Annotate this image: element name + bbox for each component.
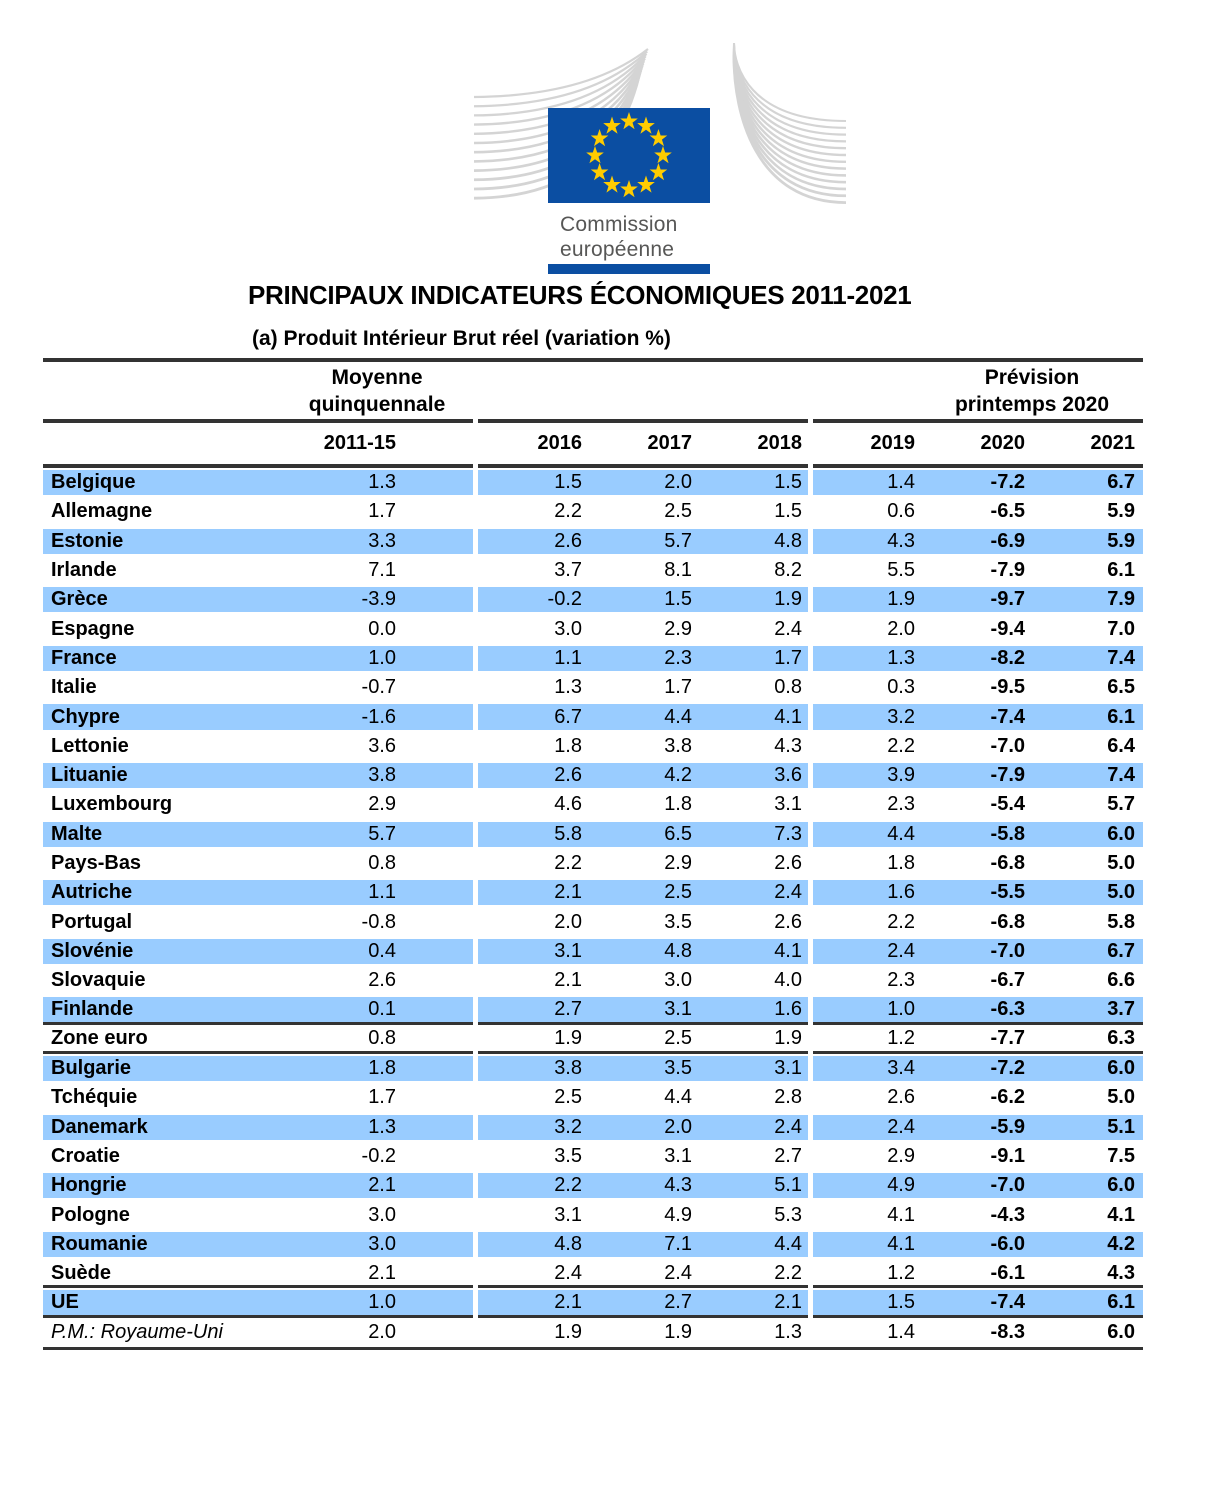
cell-value: 5.9 xyxy=(1107,529,1135,552)
logo-swoosh-right-icon xyxy=(734,43,846,203)
cell-value: 6.7 xyxy=(1107,471,1135,494)
cell-value: 4.1 xyxy=(887,1232,915,1255)
table-row xyxy=(43,878,1143,907)
cell-value: 4.1 xyxy=(774,939,802,962)
table-row xyxy=(43,527,1143,556)
cell-value: 4.9 xyxy=(664,1203,692,1226)
cell-value: 1.0 xyxy=(368,646,396,669)
cell-value: 6.7 xyxy=(1107,939,1135,962)
cell-value: 5.9 xyxy=(1107,500,1135,523)
cell-value: 4.4 xyxy=(664,1086,692,1109)
year-header-2021: 2021 xyxy=(1090,432,1135,454)
cell-value: 1.9 xyxy=(774,1027,802,1050)
cell-value: 6.5 xyxy=(1107,676,1135,699)
cell-value: 1.7 xyxy=(774,646,802,669)
cell-value: 3.8 xyxy=(368,764,396,787)
cell-value: 2.4 xyxy=(774,881,802,904)
cell-value: 0.8 xyxy=(774,676,802,699)
cell-value: 3.1 xyxy=(664,997,692,1020)
cell-value: 7.9 xyxy=(1107,588,1135,611)
row-label: Finlande xyxy=(51,997,134,1020)
cell-value: 5.1 xyxy=(1107,1115,1135,1138)
cell-value: 2.0 xyxy=(664,471,692,494)
cell-value: 3.2 xyxy=(887,705,915,728)
cell-value: 2.2 xyxy=(774,1261,802,1284)
cell-value: 0.6 xyxy=(887,500,915,523)
cell-value: 1.8 xyxy=(368,1057,396,1080)
cell-value: 3.0 xyxy=(554,617,582,640)
cell-value: 3.7 xyxy=(1107,997,1135,1020)
cell-value: 1.8 xyxy=(664,793,692,816)
cell-value: 2.7 xyxy=(774,1144,802,1167)
cell-value: 2.5 xyxy=(664,1027,692,1050)
cell-value: 2.4 xyxy=(554,1261,582,1284)
cell-value: 3.3 xyxy=(368,529,396,552)
cell-value: 5.1 xyxy=(774,1174,802,1197)
cell-value: 5.8 xyxy=(554,822,582,845)
ec-wordmark-line2: européenne xyxy=(560,238,675,261)
cell-value: 6.6 xyxy=(1107,969,1135,992)
cell-value: 6.0 xyxy=(1107,1320,1135,1343)
row-label: Malte xyxy=(51,822,103,845)
cell-value: -9.1 xyxy=(990,1144,1025,1167)
cell-value: -6.1 xyxy=(990,1261,1025,1284)
table-row xyxy=(43,702,1143,731)
cell-value: -7.4 xyxy=(990,1290,1025,1313)
cell-value: 1.3 xyxy=(887,646,915,669)
cell-value: 2.3 xyxy=(887,793,915,816)
cell-value: 1.6 xyxy=(774,997,802,1020)
row-label: Danemark xyxy=(51,1115,148,1138)
year-header-2018: 2018 xyxy=(757,432,802,454)
cell-value: 4.6 xyxy=(554,793,582,816)
cell-value: 4.8 xyxy=(774,529,802,552)
cell-value: -6.5 xyxy=(990,500,1025,523)
cell-value: -6.2 xyxy=(990,1086,1025,1109)
table-row xyxy=(43,966,1143,995)
cell-value: 2.2 xyxy=(887,734,915,757)
table-row xyxy=(43,761,1143,790)
table-row xyxy=(43,1259,1143,1288)
cell-value: -9.4 xyxy=(990,617,1025,640)
cell-value: 7.0 xyxy=(1107,617,1135,640)
cell-value: 1.9 xyxy=(554,1320,582,1343)
cell-value: 4.4 xyxy=(774,1232,802,1255)
row-label: Portugal xyxy=(51,910,133,933)
cell-value: 1.6 xyxy=(887,881,915,904)
row-label: France xyxy=(51,646,117,669)
cell-value: 2.3 xyxy=(664,646,692,669)
cell-value: 2.1 xyxy=(368,1261,396,1284)
cell-value: -6.8 xyxy=(990,910,1025,933)
cell-value: -3.9 xyxy=(361,588,396,611)
cell-value: -6.7 xyxy=(990,969,1025,992)
row-label: Grèce xyxy=(51,588,108,611)
group-header-right-line2: printemps 2020 xyxy=(954,393,1110,416)
cell-value: 5.7 xyxy=(1107,793,1135,816)
cell-value: 1.1 xyxy=(368,881,396,904)
cell-value: 4.0 xyxy=(774,969,802,992)
group-header-row xyxy=(43,362,1143,419)
table-row xyxy=(43,1113,1143,1142)
row-label: Bulgarie xyxy=(51,1057,132,1080)
cell-value: 1.5 xyxy=(774,500,802,523)
cell-value: 4.1 xyxy=(774,705,802,728)
group-header-left-line2: quinquennale xyxy=(308,393,446,416)
cell-value: 1.9 xyxy=(774,588,802,611)
table-row xyxy=(43,1083,1143,1112)
cell-value: 2.6 xyxy=(774,910,802,933)
table-row xyxy=(43,1025,1143,1054)
cell-value: -7.0 xyxy=(990,1174,1025,1197)
cell-value: 5.7 xyxy=(664,529,692,552)
cell-value: 1.8 xyxy=(887,852,915,874)
group-header-right-line1: Prévision xyxy=(984,366,1080,389)
cell-value: 1.9 xyxy=(554,1027,582,1050)
cell-value: -5.9 xyxy=(990,1115,1025,1138)
cell-value: 6.0 xyxy=(1107,822,1135,845)
cell-value: -8.2 xyxy=(990,646,1025,669)
cell-value: 5.3 xyxy=(774,1203,802,1226)
cell-value: 2.1 xyxy=(774,1290,802,1313)
row-label: Suède xyxy=(51,1261,112,1284)
cell-value: 3.9 xyxy=(887,764,915,787)
cell-value: 3.0 xyxy=(664,969,692,992)
cell-value: 5.7 xyxy=(368,822,396,845)
row-label: Roumanie xyxy=(51,1232,148,1255)
cell-value: 2.0 xyxy=(664,1115,692,1138)
cell-value: 6.3 xyxy=(1107,1027,1135,1050)
cell-value: 7.4 xyxy=(1107,764,1135,787)
cell-value: 6.1 xyxy=(1107,705,1135,728)
row-label: Zone euro xyxy=(51,1027,148,1050)
row-label: Estonie xyxy=(51,529,124,552)
cell-value: 5.5 xyxy=(887,559,915,582)
cell-value: 6.1 xyxy=(1107,559,1135,582)
cell-value: 1.9 xyxy=(887,588,915,611)
cell-value: 1.0 xyxy=(887,997,915,1020)
cell-value: 6.5 xyxy=(664,822,692,845)
cell-value: 2.3 xyxy=(887,969,915,992)
cell-value: 2.9 xyxy=(664,852,692,874)
group-header-middle xyxy=(478,362,808,419)
year-header-2016: 2016 xyxy=(537,432,582,454)
table-row xyxy=(43,995,1143,1024)
cell-value: 1.9 xyxy=(664,1320,692,1343)
cell-value: 7.5 xyxy=(1107,1144,1135,1167)
row-label: Slovaquie xyxy=(51,969,146,992)
row-label: Autriche xyxy=(51,881,133,904)
table-body xyxy=(43,468,1143,1347)
cell-value: 0.8 xyxy=(368,852,396,874)
ec-logo-bar xyxy=(548,264,710,274)
cell-value: -7.2 xyxy=(990,471,1025,494)
cell-value: 3.6 xyxy=(774,764,802,787)
group-header-left xyxy=(43,362,473,419)
cell-value: 2.5 xyxy=(664,881,692,904)
table-row xyxy=(43,556,1143,585)
group-header-right xyxy=(813,362,1143,419)
year-header-2017: 2017 xyxy=(647,432,692,454)
cell-value: 4.1 xyxy=(1107,1203,1135,1226)
cell-value: 1.5 xyxy=(554,471,582,494)
table-row xyxy=(43,673,1143,702)
cell-value: 1.3 xyxy=(368,1115,396,1138)
table-row xyxy=(43,937,1143,966)
cell-value: -7.0 xyxy=(990,939,1025,962)
row-label: Hongrie xyxy=(51,1174,127,1197)
cell-value: 4.8 xyxy=(664,939,692,962)
year-header-row xyxy=(43,423,1143,464)
cell-value: 5.8 xyxy=(1107,910,1135,933)
cell-value: 1.4 xyxy=(887,1320,915,1343)
group-header-left-line1: Moyenne xyxy=(331,366,423,389)
table-row xyxy=(43,1230,1143,1259)
cell-value: 3.7 xyxy=(554,559,582,582)
cell-value: 2.0 xyxy=(554,910,582,933)
table-row xyxy=(43,907,1143,936)
cell-value: 2.1 xyxy=(554,1290,582,1313)
cell-value: 2.8 xyxy=(774,1086,802,1109)
cell-value: -4.3 xyxy=(990,1203,1025,1226)
cell-value: 7.1 xyxy=(368,559,396,582)
cell-value: 4.1 xyxy=(887,1203,915,1226)
cell-value: 2.9 xyxy=(368,793,396,816)
cell-value: 0.1 xyxy=(368,997,396,1020)
cell-value: 2.4 xyxy=(887,939,915,962)
row-label: Chypre xyxy=(51,705,120,728)
cell-value: 1.7 xyxy=(368,500,396,523)
cell-value: 3.1 xyxy=(774,1057,802,1080)
ec-wordmark xyxy=(560,212,678,262)
row-label: Tchéquie xyxy=(51,1086,138,1109)
gdp-table xyxy=(43,358,1143,1350)
cell-value: 0.8 xyxy=(368,1027,396,1050)
cell-value: 7.4 xyxy=(1107,646,1135,669)
cell-value: 5.0 xyxy=(1107,881,1135,904)
cell-value: 8.2 xyxy=(774,559,802,582)
cell-value: 2.5 xyxy=(664,500,692,523)
row-label: Irlande xyxy=(51,559,117,582)
table-row xyxy=(43,1171,1143,1200)
cell-value: 2.6 xyxy=(554,529,582,552)
table-row xyxy=(43,1288,1143,1317)
cell-value: 4.3 xyxy=(774,734,802,757)
cell-value: 6.7 xyxy=(554,705,582,728)
cell-value: -7.9 xyxy=(990,559,1025,582)
row-label: Allemagne xyxy=(51,500,153,523)
cell-value: 1.0 xyxy=(368,1290,396,1313)
cell-value: -0.2 xyxy=(361,1144,396,1167)
cell-value: 3.0 xyxy=(368,1203,396,1226)
cell-value: 1.7 xyxy=(664,676,692,699)
cell-value: 1.5 xyxy=(774,471,802,494)
cell-value: 3.1 xyxy=(554,939,582,962)
row-label: Pays-Bas xyxy=(51,852,142,874)
table-row xyxy=(43,849,1143,878)
cell-value: 2.9 xyxy=(887,1144,915,1167)
cell-value: -7.4 xyxy=(990,705,1025,728)
cell-value: 2.4 xyxy=(887,1115,915,1138)
cell-value: 3.1 xyxy=(554,1203,582,1226)
cell-value: 0.0 xyxy=(368,617,396,640)
cell-value: 2.7 xyxy=(554,997,582,1020)
cell-value: 2.4 xyxy=(774,617,802,640)
cell-value: 5.0 xyxy=(1107,852,1135,874)
cell-value: 1.4 xyxy=(887,471,915,494)
cell-value: 4.3 xyxy=(887,529,915,552)
year-header-2011-15: 2011-15 xyxy=(323,432,396,454)
cell-value: 8.1 xyxy=(664,559,692,582)
cell-value: 2.5 xyxy=(554,1086,582,1109)
ec-wordmark-line1: Commission xyxy=(560,213,678,236)
row-label: Italie xyxy=(51,676,97,699)
row-label: Croatie xyxy=(51,1144,120,1167)
cell-value: 3.1 xyxy=(774,793,802,816)
cell-value: -8.3 xyxy=(990,1320,1025,1343)
cell-value: -6.8 xyxy=(990,852,1025,874)
cell-value: 1.3 xyxy=(554,676,582,699)
row-label: Pologne xyxy=(51,1203,130,1226)
row-label: UE xyxy=(51,1290,79,1313)
cell-value: 3.8 xyxy=(554,1057,582,1080)
ec-logo xyxy=(470,35,850,215)
cell-value: -5.5 xyxy=(990,881,1025,904)
cell-value: 7.1 xyxy=(664,1232,692,1255)
cell-value: 2.1 xyxy=(554,969,582,992)
cell-value: 4.4 xyxy=(664,705,692,728)
cell-value: -7.7 xyxy=(990,1027,1025,1050)
cell-value: 6.0 xyxy=(1107,1174,1135,1197)
cell-value: -0.8 xyxy=(361,910,396,933)
table-row xyxy=(43,1200,1143,1229)
cell-value: 2.0 xyxy=(368,1320,396,1343)
cell-value: -7.2 xyxy=(990,1057,1025,1080)
cell-value: 2.6 xyxy=(554,764,582,787)
cell-value: -7.9 xyxy=(990,764,1025,787)
cell-value: 3.5 xyxy=(664,910,692,933)
cell-value: 2.6 xyxy=(368,969,396,992)
table-row xyxy=(43,790,1143,819)
cell-value: -5.4 xyxy=(990,793,1025,816)
cell-value: 1.3 xyxy=(368,471,396,494)
cell-value: 3.1 xyxy=(664,1144,692,1167)
cell-value: 2.2 xyxy=(554,500,582,523)
table-row xyxy=(43,644,1143,673)
cell-value: 2.4 xyxy=(664,1261,692,1284)
cell-value: 4.2 xyxy=(664,764,692,787)
cell-value: 2.4 xyxy=(774,1115,802,1138)
year-header-2019: 2019 xyxy=(870,432,915,454)
cell-value: -7.0 xyxy=(990,734,1025,757)
cell-value: -5.8 xyxy=(990,822,1025,845)
table-row xyxy=(43,1142,1143,1171)
cell-value: 2.2 xyxy=(554,852,582,874)
cell-value: 2.2 xyxy=(887,910,915,933)
cell-value: 3.4 xyxy=(887,1057,915,1080)
cell-value: 6.0 xyxy=(1107,1057,1135,1080)
row-label: Espagne xyxy=(51,617,135,640)
cell-value: 4.8 xyxy=(554,1232,582,1255)
cell-value: 3.8 xyxy=(664,734,692,757)
cell-value: 2.2 xyxy=(554,1174,582,1197)
table-row xyxy=(43,497,1143,526)
cell-value: 6.1 xyxy=(1107,1290,1135,1313)
cell-value: 1.7 xyxy=(368,1086,396,1109)
cell-value: 1.2 xyxy=(887,1261,915,1284)
cell-value: 2.9 xyxy=(664,617,692,640)
table-row xyxy=(43,585,1143,614)
cell-value: 5.0 xyxy=(1107,1086,1135,1109)
cell-value: 3.0 xyxy=(368,1232,396,1255)
row-label: Lituanie xyxy=(51,764,128,787)
cell-value: 2.0 xyxy=(887,617,915,640)
table-row xyxy=(43,468,1143,497)
row-label: P.M.: Royaume-Uni xyxy=(51,1320,223,1343)
year-header-2020: 2020 xyxy=(980,432,1025,454)
cell-value: -9.5 xyxy=(990,676,1025,699)
cell-value: 1.5 xyxy=(887,1290,915,1313)
cell-value: 4.4 xyxy=(887,822,915,845)
cell-value: 0.3 xyxy=(887,676,915,699)
table-row xyxy=(43,820,1143,849)
cell-value: 3.6 xyxy=(368,734,396,757)
cell-value: -6.0 xyxy=(990,1232,1025,1255)
cell-value: 0.4 xyxy=(368,939,396,962)
table-row xyxy=(43,1054,1143,1083)
cell-value: -0.2 xyxy=(547,588,582,611)
cell-value: 4.3 xyxy=(1107,1261,1135,1284)
cell-value: -9.7 xyxy=(990,588,1025,611)
cell-value: 2.6 xyxy=(774,852,802,874)
cell-value: 1.8 xyxy=(554,734,582,757)
cell-value: 2.6 xyxy=(887,1086,915,1109)
table-row xyxy=(43,614,1143,643)
table-row xyxy=(43,1318,1143,1347)
cell-value: 2.1 xyxy=(368,1174,396,1197)
cell-value: 1.2 xyxy=(887,1027,915,1050)
cell-value: 7.3 xyxy=(774,822,802,845)
table-row xyxy=(43,732,1143,761)
cell-value: -0.7 xyxy=(361,676,396,699)
cell-value: 1.5 xyxy=(664,588,692,611)
cell-value: 4.3 xyxy=(664,1174,692,1197)
cell-value: 6.4 xyxy=(1107,734,1135,757)
cell-value: 3.5 xyxy=(554,1144,582,1167)
cell-value: -6.9 xyxy=(990,529,1025,552)
row-label: Luxembourg xyxy=(51,793,173,816)
table-bottom-rule xyxy=(43,1347,1143,1350)
cell-value: 2.1 xyxy=(554,881,582,904)
row-label: Belgique xyxy=(51,471,136,494)
row-label: Lettonie xyxy=(51,734,129,757)
cell-value: 4.9 xyxy=(887,1174,915,1197)
cell-value: 1.1 xyxy=(554,646,582,669)
cell-value: 3.2 xyxy=(554,1115,582,1138)
cell-value: -6.3 xyxy=(990,997,1025,1020)
cell-value: -1.6 xyxy=(361,705,396,728)
cell-value: 3.5 xyxy=(664,1057,692,1080)
row-label: Slovénie xyxy=(51,939,134,962)
cell-value: 1.3 xyxy=(774,1320,802,1343)
table-subtitle: (a) Produit Intérieur Brut réel (variation %) xyxy=(252,327,671,350)
cell-value: 4.2 xyxy=(1107,1232,1135,1255)
page-title: PRINCIPAUX INDICATEURS ÉCONOMIQUES 2011-2021 xyxy=(248,280,912,310)
cell-value: 2.7 xyxy=(664,1290,692,1313)
